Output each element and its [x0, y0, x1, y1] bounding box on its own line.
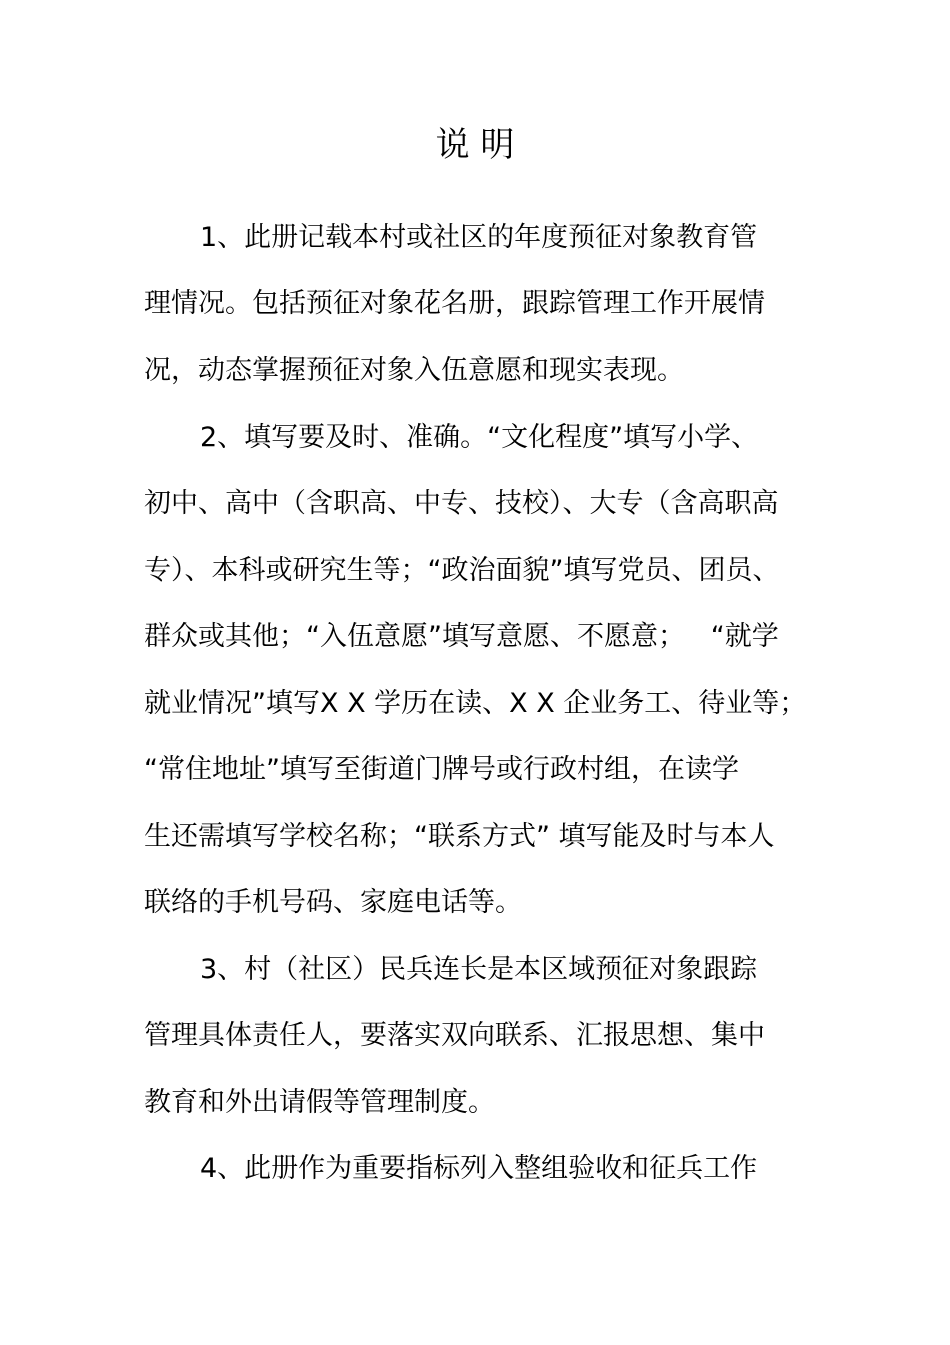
- para-3-line-3: 教育和外出请假等管理制度。: [144, 1087, 495, 1118]
- para-2-line-5: 就业情况”填写X X 学历在读、X X 企业务工、待业等；: [144, 688, 807, 719]
- para-2-line-3: 专）、本科或研究生等；“政治面貌”填写党员、团员、: [144, 555, 780, 586]
- para-2-line-8: 联络的手机号码、家庭电话等。: [144, 887, 522, 918]
- para-1-line-2: 理情况。包括预征对象花名册，跟踪管理工作开展情: [144, 288, 765, 319]
- page-title: 说 明: [435, 125, 515, 165]
- para-1-line-1: 1、此册记载本村或社区的年度预征对象教育管: [200, 222, 758, 253]
- para-2-line-1: 2、填写要及时、准确。“文化程度”填写小学、: [200, 422, 759, 453]
- para-2-line-6: “常住地址”填写至街道门牌号或行政村组，在读学: [144, 754, 739, 785]
- para-2-line-4: 群众或其他；“入伍意愿”填写意愿、不愿意； “就学: [144, 621, 779, 652]
- para-2-line-2: 初中、高中（含职高、中专、技校）、大专（含高职高: [144, 488, 779, 519]
- para-1-line-3: 况，动态掌握预征对象入伍意愿和现实表现。: [144, 355, 684, 386]
- para-2-line-7: 生还需填写学校名称；“联系方式” 填写能及时与本人: [144, 821, 775, 852]
- para-3-line-2: 管理具体责任人，要落实双向联系、汇报思想、集中: [144, 1020, 765, 1051]
- para-4-line-1: 4、此册作为重要指标列入整组验收和征兵工作: [200, 1153, 758, 1184]
- para-3-line-1: 3、村（社区）民兵连长是本区域预征对象跟踪: [200, 954, 758, 985]
